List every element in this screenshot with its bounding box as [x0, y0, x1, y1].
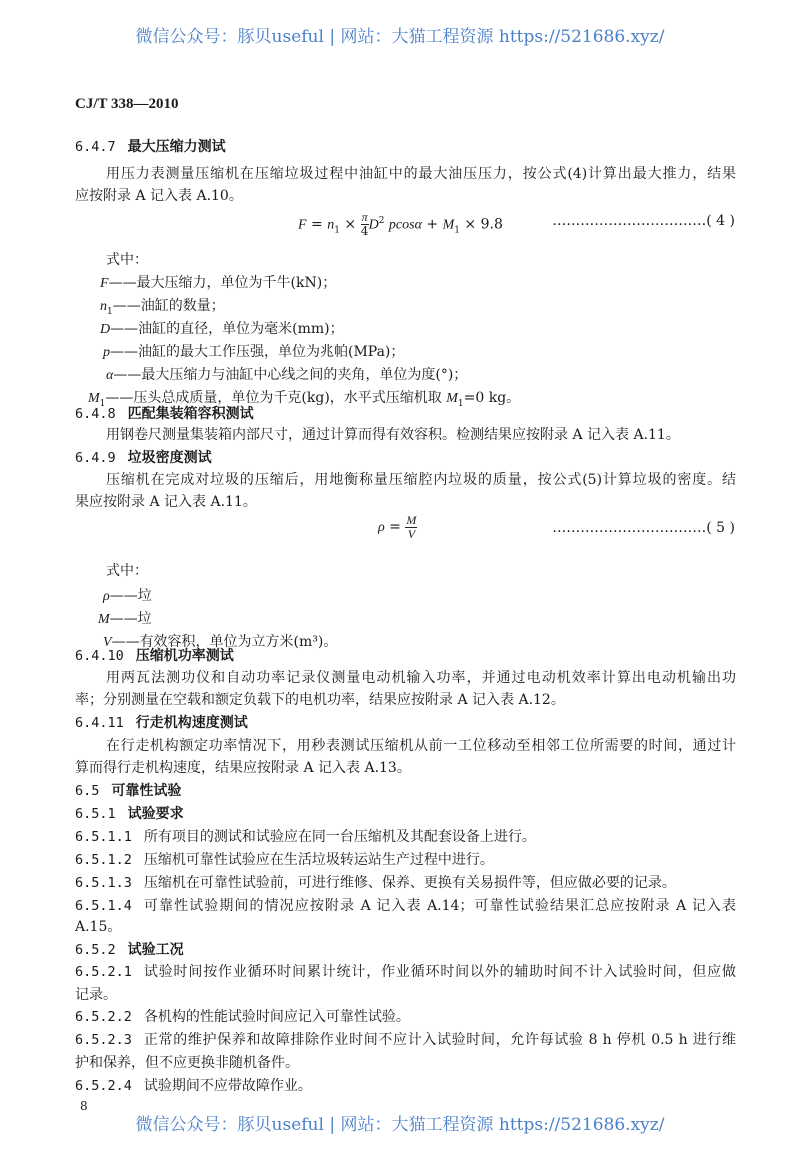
variable-desc: ——垃	[109, 588, 152, 604]
section-title: 可靠性试验	[111, 783, 182, 799]
section-number: 6.4.9	[75, 450, 116, 466]
paragraph-line: 应按附录 A 记入表 A.10。	[75, 188, 243, 204]
formula-subscript: 1	[334, 225, 340, 236]
paragraph-line: 果应按附录 A 记入表 A.11。	[75, 494, 257, 510]
equation-number-4: ……………………………( 4 )	[552, 213, 735, 229]
clause-6-5-2-1	[75, 962, 736, 982]
section-title: 压缩机功率测试	[135, 648, 234, 664]
formula-op: × 9.8	[459, 216, 503, 233]
variable-symbol: p	[103, 345, 110, 360]
section-number: 6.4.11	[75, 715, 124, 731]
fraction-denominator: V	[407, 526, 416, 538]
fraction-numerator: π	[361, 210, 368, 225]
variable-desc: ——有效容积，单位为立方米(m³)。	[111, 634, 338, 650]
variable-symbol: M	[446, 391, 458, 406]
clause-text: 可靠性试验期间的情况应按附录 A 记入表 A.14；可靠性试验结果汇总应按附录 A 记入表	[143, 898, 736, 914]
clause-6-5-1-4	[75, 896, 736, 916]
clause-text: 各机构的性能试验时间应记入可靠性试验。	[143, 1009, 410, 1025]
equation-number-5: ……………………………( 5 )	[552, 520, 735, 536]
variable-desc: ——垃	[109, 611, 152, 627]
formula-symbol: ρ	[378, 520, 385, 535]
variable-symbol: F	[100, 276, 109, 291]
variable-desc: ——最大压缩力，单位为千牛(kN)；	[108, 275, 337, 291]
section-number: 6.5	[75, 783, 100, 799]
paragraph-line: 算而得行走机构速度，结果应按附录 A 记入表 A.13。	[75, 760, 411, 776]
section-number: 6.4.7	[75, 139, 116, 155]
where-label: 式中：	[106, 252, 148, 268]
section-number: 6.4.8	[75, 406, 116, 422]
variable-definition	[100, 296, 225, 322]
clause-text: 压缩机在可靠性试验前，可进行维修、保养、更换有关易损件等，但应做必要的记录。	[143, 875, 676, 891]
clause-continuation: 记录。	[75, 987, 117, 1003]
heading-6-4-8	[75, 404, 254, 424]
section-number: 6.5.2	[75, 942, 116, 958]
variable-symbol: V	[103, 635, 112, 650]
paragraph-line: 率；分别测量在空载和额定负载下的电机功率，结果应按附录 A 记入表 A.12。	[75, 692, 565, 708]
where-label: 式中：	[106, 563, 148, 579]
clause-number: 6.5.1.2	[75, 852, 132, 868]
heading-6-4-10	[75, 646, 234, 666]
section-title: 匹配集装箱容积测试	[127, 406, 254, 422]
clause-text: 压缩机可靠性试验应在生活垃圾转运站生产过程中进行。	[143, 852, 494, 868]
formula-symbol: M	[442, 217, 455, 233]
variable-symbol: ρ	[103, 589, 110, 604]
formula-fraction	[361, 211, 369, 238]
section-title: 行走机构速度测试	[135, 715, 248, 731]
variable-desc: ——压头总成质量，单位为千克(kg)，水平式压缩机取	[105, 390, 447, 406]
variable-symbol: n	[100, 299, 107, 314]
variable-definition	[103, 342, 404, 363]
formula-superscript: 2	[378, 216, 385, 226]
variable-definition	[100, 273, 336, 294]
watermark-top: 微信公众号：豚贝useful | 网站：大猫工程资源 https://521686.xyz/	[135, 27, 665, 47]
standard-code: CJ/T 338—2010	[75, 96, 179, 112]
variable-symbol: D	[100, 322, 111, 337]
clause-number: 6.5.2.1	[75, 964, 132, 980]
heading-6-5	[75, 781, 181, 801]
variable-desc: ——油缸的直径，单位为毫米(mm)；	[110, 321, 344, 337]
section-title: 最大压缩力测试	[127, 139, 226, 155]
page-number: 8	[80, 1099, 88, 1113]
formula-subscript: 1	[454, 225, 460, 236]
formula-fraction	[405, 514, 417, 539]
formula-symbol: D	[368, 217, 379, 233]
clause-6-5-2-4	[75, 1076, 312, 1096]
watermark-bottom: 微信公众号：豚贝useful | 网站：大猫工程资源 https://521686.xyz/	[135, 1115, 665, 1135]
fraction-numerator: M	[406, 512, 417, 527]
heading-6-4-11	[75, 713, 248, 733]
formula-symbol: n	[327, 217, 335, 233]
clause-6-5-2-2	[75, 1007, 410, 1027]
variable-definition	[100, 319, 344, 340]
variable-symbol: M	[88, 391, 100, 406]
variable-definition	[103, 586, 152, 607]
heading-6-4-7	[75, 137, 226, 157]
section-number: 6.4.10	[75, 648, 124, 664]
heading-6-5-2	[75, 940, 184, 960]
heading-6-4-9	[75, 448, 212, 468]
variable-subscript: 1	[457, 398, 464, 409]
formula-op: +	[421, 216, 443, 233]
formula-op: =	[306, 216, 328, 233]
clause-number: 6.5.2.4	[75, 1078, 132, 1094]
section-title: 试验要求	[127, 806, 184, 822]
clause-text: 试验时间按作业循环时间累计统计，作业循环时间以外的辅助时间不计入试验时间，但应做	[143, 964, 736, 980]
clause-number: 6.5.2.2	[75, 1009, 132, 1025]
variable-symbol: α	[106, 368, 114, 383]
paragraph-line: 在行走机构额定功率情况下，用秒表测试压缩机从前一工位移动至相邻工位所需要的时间，通过计	[106, 738, 736, 754]
clause-number: 6.5.2.3	[75, 1032, 132, 1048]
variable-definition	[98, 609, 152, 630]
variable-desc: ——最大压缩力与油缸中心线之间的夹角，单位为度(°)；	[113, 367, 468, 383]
paragraph-line: 压缩机在完成对垃圾的压缩后，用地衡称量压缩腔内垃圾的质量，按公式(5)计算垃圾的密度。结	[106, 472, 736, 488]
clause-text: 所有项目的测试和试验应在同一台压缩机及其配套设备上进行。	[143, 829, 536, 845]
clause-6-5-2-3	[75, 1030, 736, 1050]
section-title: 试验工况	[127, 942, 184, 958]
formula-5	[378, 512, 417, 538]
clause-number: 6.5.1.4	[75, 898, 132, 914]
variable-desc: ——油缸的最大工作压强，单位为兆帕(MPa)；	[110, 344, 405, 360]
variable-subscript: 1	[107, 306, 113, 317]
formula-op: =	[384, 519, 406, 535]
paragraph-line: 用压力表测量压缩机在压缩垃圾过程中油缸中的最大油压压力，按公式(4)计算出最大推力，结果	[106, 166, 736, 182]
formula-op: ×	[339, 216, 361, 233]
paragraph-line: 用钢卷尺测量集装箱内部尺寸，通过计算而得有效容积。检测结果应按附录 A 记入表 A.11。	[106, 427, 680, 443]
clause-continuation: 护和保养，但不应更换非随机备件。	[75, 1055, 299, 1071]
clause-text: 试验期间不应带故障作业。	[143, 1078, 312, 1094]
formula-symbol: F	[298, 217, 307, 233]
variable-definition	[106, 365, 467, 386]
paragraph-line: 用两瓦法测功仪和自动功率记录仪测量电动机输入功率，并通过电动机效率计算出电动机输出功	[106, 670, 736, 686]
formula-symbol: pcosα	[388, 217, 422, 233]
clause-text: 正常的维护保养和故障排除作业时间不应计入试验时间，允许每试验 8 h 停机 0.5 h 进行维	[143, 1032, 736, 1048]
heading-6-5-1	[75, 804, 184, 824]
fraction-denominator: 4	[360, 224, 369, 239]
clause-6-5-1-2	[75, 850, 494, 870]
variable-symbol: M	[98, 612, 110, 627]
formula-4	[298, 207, 503, 244]
section-title: 垃圾密度测试	[127, 450, 212, 466]
clause-continuation: A.15。	[75, 919, 122, 935]
section-number: 6.5.1	[75, 806, 116, 822]
clause-number: 6.5.1.3	[75, 875, 132, 891]
variable-desc: =0 kg。	[463, 390, 521, 406]
variable-subscript: 1	[99, 398, 106, 409]
clause-6-5-1-1	[75, 827, 536, 847]
clause-number: 6.5.1.1	[75, 829, 132, 845]
variable-desc: ——油缸的数量；	[112, 298, 225, 314]
clause-6-5-1-3	[75, 873, 676, 893]
